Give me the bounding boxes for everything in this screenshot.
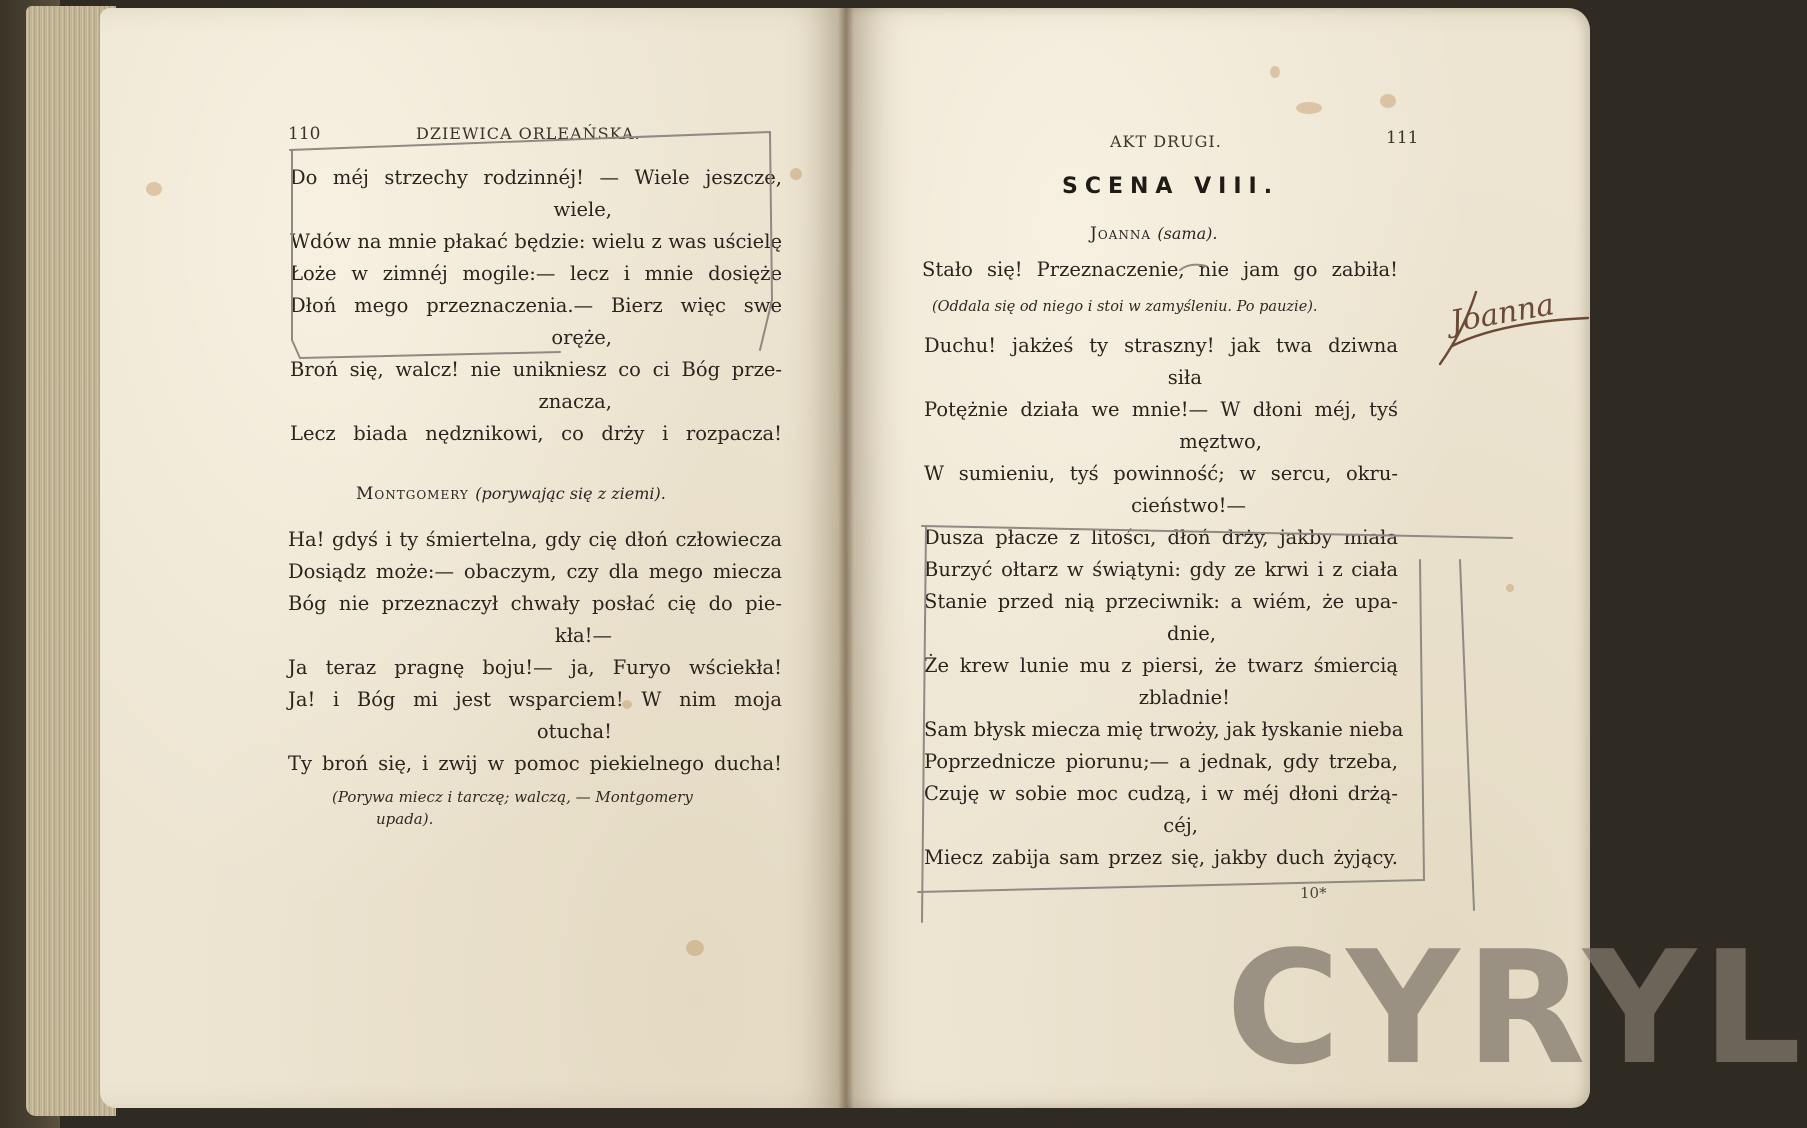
verse-line: Ty broń się, i zwij w pomoc piekielnego ducha! [288,752,782,775]
right-running-head: AKT DRUGI. [1110,132,1222,151]
verse-line: Ha! gdyś i ty śmiertelna, gdy cię dłoń człowiecza [288,528,782,551]
foxing-spot [1506,584,1514,592]
verse-line: znacza, [538,390,612,413]
verse-line: Bóg nie przeznaczył chwały posłać cię do pie- [288,592,782,615]
foxing-spot [1296,102,1322,114]
verse-line: Łoże w zimnéj mogile:— lecz i mnie dosięże [290,262,782,285]
verse-line: Dłoń mego przeznaczenia.— Bierz więc swe [290,294,782,317]
right-page-number: 111 [1386,128,1419,148]
verse-line: wiele, [553,198,612,221]
verse-line: dnie, [1166,622,1216,645]
verse-line: Burzyć ołtarz w świątyni: gdy ze krwi i z ciała [924,558,1398,581]
verse-line: zbladnie! [1138,686,1230,709]
verse-line: oręże, [551,326,612,349]
speaker-name: Montgomery [356,484,469,504]
verse-line: Dusza płacze z litości, dłoń drży, jakby miała [924,526,1398,549]
scene-title: SCENA VIII. [1062,174,1280,199]
cyryl-watermark: CYRYL [1226,917,1807,1099]
verse-line: Czuję w sobie moc cudzą, i w méj dłoni drżą- [924,782,1398,805]
left-running-head: DZIEWICA ORLEAŃSKA. [416,124,641,143]
verse-line: Stanie przed nią przeciwnik: a wiém, że upa- [924,590,1398,613]
verse-line: Ja teraz pragnę boju!— ja, Furyo wściekła! [288,656,782,679]
left-verse-block-2 [288,524,782,780]
verse-line: otucha! [536,720,612,743]
stage-line: upada). [376,810,434,828]
foxing-spot [1270,66,1280,78]
verse-line: męztwo, [1179,430,1262,453]
verse-line: W sumieniu, tyś powinność; w sercu, okru- [924,462,1398,485]
foxing-spot [146,182,162,196]
speaker-montgomery [356,484,666,504]
signature-mark: 10* [1300,884,1327,902]
verse-line: Dosiądz może:— obaczym, czy dla mego miecza [288,560,782,583]
foxing-spot [790,168,802,180]
book-gutter [838,8,854,1108]
foxing-spot [1380,94,1396,108]
verse-line: céj, [1163,814,1198,837]
right-verse-block-1 [922,254,1398,286]
verse-line: cieństwo!— [1131,494,1246,517]
speaker-direction: (sama). [1157,224,1218,243]
verse-line: Duchu! jakżeś ty straszny! jak twa dziwna [924,334,1398,357]
left-verse-block-1 [290,162,782,450]
verse-line: Sam błysk miecza mię trwoży, jak łyskanie nieba [924,718,1404,741]
verse-line: Stało się! Przeznaczenie, nie jam go zabiła! [922,258,1398,281]
verse-line: Do méj strzechy rodzinnéj! — Wiele jeszcze, [290,166,782,189]
verse-line: Broń się, walcz! nie unikniesz co ci Bóg prze- [290,358,782,381]
stage-line: (Porywa miecz i tarczę; walczą, — Montgomery [332,788,693,806]
handwritten-signature: Joanna [1447,287,1557,340]
verse-line: Ja! i Bóg mi jest wsparciem! W nim moja [288,688,782,711]
left-stage-direction [332,786,782,830]
verse-line: Potężnie działa we mnie!— W dłoni méj, tyś [924,398,1398,421]
speaker-joanna [1090,224,1217,244]
verse-line: Miecz zabija sam przez się, jakby duch żyjący. [924,846,1398,869]
right-stage-direction: (Oddala się od niego i stoi w zamyśleniu. Po pauzie). [932,299,1318,315]
verse-line: siła [1167,366,1202,389]
right-verse-block-2 [924,330,1404,874]
verse-line: Wdów na mnie płakać będzie: wielu z was uścielę [290,230,782,253]
speaker-name: Joanna [1090,224,1151,244]
foxing-spot [686,940,704,956]
verse-line: Lecz biada nędznikowi, co drży i rozpacza! [290,422,782,445]
verse-line: kła!— [554,624,612,647]
speaker-direction: (porywając się z ziemi). [475,484,666,503]
left-page-number: 110 [288,124,321,144]
verse-line: Poprzednicze piorunu;— a jednak, gdy trzeba, [924,750,1398,773]
verse-line: Że krew lunie mu z piersi, że twarz śmiercią [924,654,1398,677]
